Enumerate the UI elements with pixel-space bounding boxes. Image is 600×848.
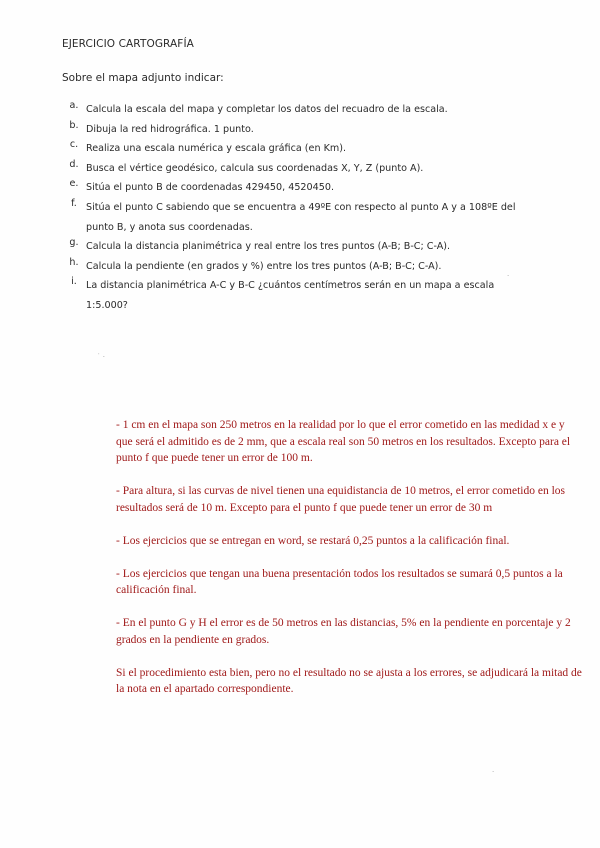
- task-item-a: [62, 100, 540, 120]
- task-item-d: [62, 159, 540, 179]
- task-text: Calcula la pendiente (en grados y %) entre los tres puntos (A-B; B-C; C-A).: [86, 260, 442, 272]
- task-marker: d.: [69, 158, 79, 170]
- scan-speck: ·: [492, 768, 495, 776]
- task-marker: e.: [69, 178, 79, 190]
- intro-text: Sobre el mapa adjunto indicar:: [62, 72, 224, 84]
- grading-note: - En el punto G y H el error es de 50 metros en las distancias, 5% en la pendiente en porcentaje y 2 grados en la pendiente en grados.: [116, 617, 571, 646]
- task-marker: a.: [69, 100, 79, 111]
- task-marker: c.: [69, 139, 79, 151]
- task-text: Calcula la escala del mapa y completar los datos del recuadro de la escala.: [86, 104, 448, 115]
- task-text: [86, 276, 540, 315]
- grading-note: - Los ejercicios que tengan una buena presentación todos los resultados se sumará 0,5 puntos a la calificación final.: [116, 567, 563, 596]
- grading-note: - 1 cm en el mapa son 250 metros en la realidad por lo que el error cometido en las medidad x e y que será el admitido es de 2 mm, que a escala real son 50 metros en los resultados. Excepto para el punto f que puede tener un error de 100 m.: [116, 419, 571, 464]
- task-item-h: [62, 257, 540, 277]
- task-item-i: [62, 276, 540, 315]
- task-text: [86, 198, 540, 237]
- task-text: Busca el vértice geodésico, calcula sus coordenadas X, Y, Z (punto A).: [86, 162, 424, 174]
- task-text: Dibuja la red hidrográfica. 1 punto.: [86, 123, 254, 135]
- task-text-line-2: 1:5.000?: [86, 299, 128, 311]
- task-text: Realiza una escala numérica y escala gráfica (en Km).: [86, 143, 347, 155]
- task-text: Calcula la distancia planimétrica y real entre los tres puntos (A-B; B-C; C-A).: [86, 241, 451, 253]
- task-item-e: [62, 178, 540, 198]
- task-marker: g.: [69, 237, 79, 249]
- scan-speck: ·: [507, 272, 510, 280]
- task-list: [62, 100, 540, 316]
- scan-speck: ˙ ·: [97, 353, 105, 361]
- task-text: Sitúa el punto B de coordenadas 429450, 4520450.: [86, 182, 335, 194]
- task-marker: i.: [71, 276, 77, 288]
- task-marker: h.: [69, 256, 79, 268]
- task-text-line-1: La distancia planimétrica A-C y B-C ¿cuántos centímetros serán en un mapa a escala: [86, 280, 495, 292]
- task-item-f: [62, 198, 540, 237]
- task-marker: b.: [69, 119, 79, 131]
- task-text-line-2: punto B, y anota sus coordenadas.: [86, 221, 253, 233]
- task-item-c: [62, 139, 540, 159]
- page-title: EJERCICIO CARTOGRAFÍA: [62, 38, 194, 50]
- task-item-b: [62, 120, 540, 140]
- task-marker: f.: [71, 197, 77, 209]
- grading-note: - Para altura, si las curvas de nivel tienen una equidistancia de 10 metros, el error cometido en los resultados será de 10 m. Excepto para el punto f que puede tener un error de 30 m: [116, 485, 565, 514]
- grading-notes: [116, 417, 582, 714]
- task-text-line-1: Sitúa el punto C sabiendo que se encuentra a 49ºE con respecto al punto A y a 108ºE del: [86, 201, 516, 213]
- grading-note: - Los ejercicios que se entregan en word, se restará 0,25 puntos a la calificación final.: [116, 534, 510, 547]
- grading-note: Si el procedimiento esta bien, pero no el resultado no se ajusta a los errores, se adjudicará la mitad de la nota en el apartado correspondiente.: [116, 666, 582, 695]
- task-item-g: [62, 237, 540, 257]
